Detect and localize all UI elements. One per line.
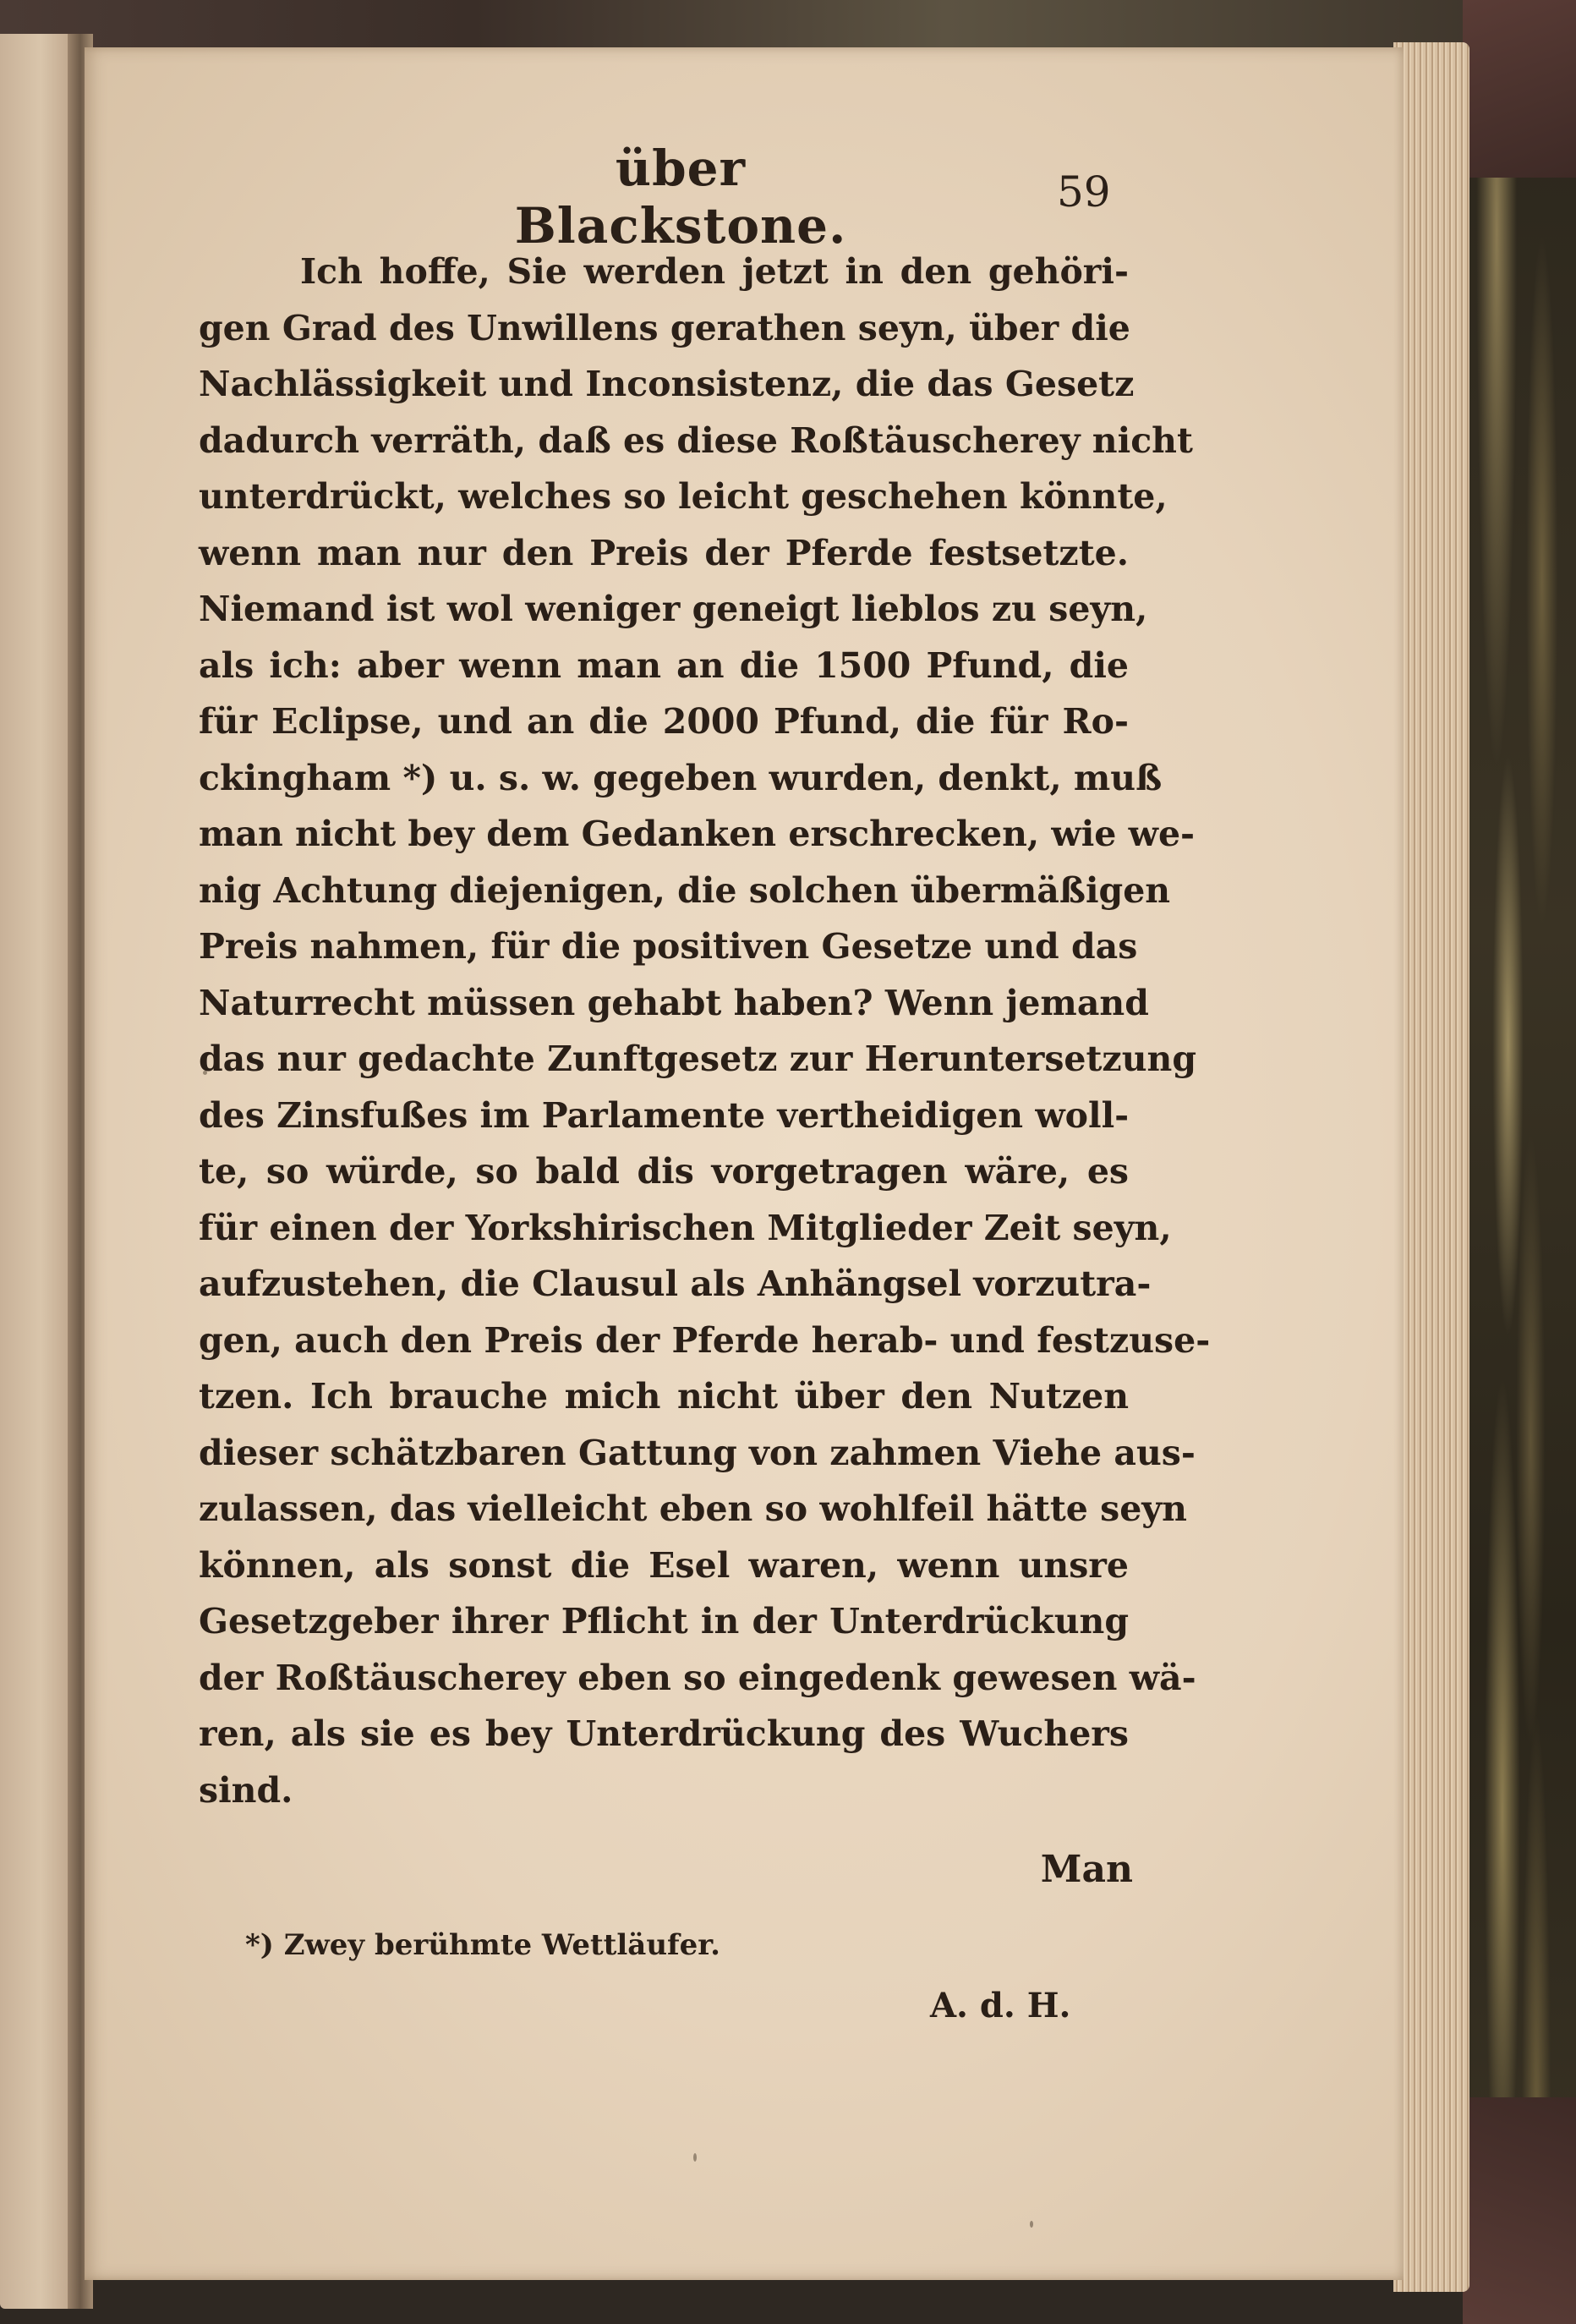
text-line: dieser schätzbaren Gattung von zahmen Viehe aus- xyxy=(199,1432,1196,1473)
body-text xyxy=(199,244,1211,1818)
text-line: gen Grad des Unwillens gerathen seyn, über die xyxy=(199,307,1130,348)
text-line: ren, als sie es bey Unterdrückung des Wuchers xyxy=(199,1713,1129,1754)
text-line: der Roßtäuscherey eben so eingedenk gewesen wä- xyxy=(199,1657,1196,1698)
leather-corner-top xyxy=(1463,0,1576,178)
paper-speck xyxy=(693,2153,697,2162)
text-line: wenn man nur den Preis der Pferde festsetzte. xyxy=(199,532,1129,573)
text-line: Ich hoffe, Sie werden jetzt in den gehöri- xyxy=(300,251,1129,292)
text-line: man nicht bey dem Gedanken erschrecken, wie we- xyxy=(199,814,1196,854)
text-line: unterdrückt, welches so leicht geschehen könnte, xyxy=(199,476,1168,517)
text-line: zulassen, das vielleicht eben so wohlfeil hätte seyn xyxy=(199,1488,1187,1529)
text-line: Gesetzgeber ihrer Pflicht in der Unterdrückung xyxy=(199,1601,1129,1642)
text-line: als ich: aber wenn man an die 1500 Pfund, die xyxy=(199,644,1129,686)
text-line: tzen. Ich brauche mich nicht über den Nutzen xyxy=(199,1376,1129,1417)
text-line: Nachlässigkeit und Inconsistenz, die das Gesetz xyxy=(199,364,1135,404)
catchword: Man xyxy=(1040,1848,1133,1891)
text-line: Preis nahmen, für die positiven Gesetze und das xyxy=(199,926,1138,967)
text-line: für einen der Yorkshirischen Mitglieder Zeit seyn, xyxy=(199,1207,1172,1248)
footnote: *) Zwey berühmte Wettläufer. xyxy=(245,1928,720,1962)
marbled-board xyxy=(1463,0,1576,2324)
text-line: ckingham *) u. s. w. gegeben wurden, denkt, muß xyxy=(199,757,1163,798)
text-line: nig Achtung diejenigen, die solchen übermäßigen xyxy=(199,869,1171,911)
text-line: aufzustehen, die Clausul als Anhängsel vorzutra- xyxy=(199,1263,1152,1304)
text-line: für Eclipse, und an die 2000 Pfund, die für Ro- xyxy=(199,701,1129,742)
text-line: gen, auch den Preis der Pferde herab- und festzuse- xyxy=(199,1319,1211,1361)
running-title: über Blackstone. xyxy=(514,140,847,255)
footnote-credit: A. d. H. xyxy=(930,1986,1071,2025)
page-number: 59 xyxy=(1057,167,1111,217)
text-line: dadurch verräth, daß es diese Roßtäuscherey nicht xyxy=(199,419,1193,461)
text-line: können, als sonst die Esel waren, wenn unsre xyxy=(199,1544,1129,1586)
text-line: das nur gedachte Zunftgesetz zur Heruntersetzung xyxy=(199,1039,1196,1079)
leather-corner-bottom xyxy=(1463,2097,1576,2324)
text-line: sind. xyxy=(199,1769,293,1811)
text-line: Niemand ist wol weniger geneigt lieblos zu seyn, xyxy=(199,589,1148,629)
paper-speck xyxy=(1030,2221,1033,2228)
binding-top-edge xyxy=(0,0,1576,49)
text-line: des Zinsfußes im Parlamente vertheidigen woll- xyxy=(199,1094,1130,1136)
text-line: Naturrecht müssen gehabt haben? Wenn jemand xyxy=(199,982,1149,1023)
page-block-edges xyxy=(1393,42,1469,2292)
text-line: te, so würde, so bald dis vorgetragen wäre, es xyxy=(199,1151,1129,1192)
